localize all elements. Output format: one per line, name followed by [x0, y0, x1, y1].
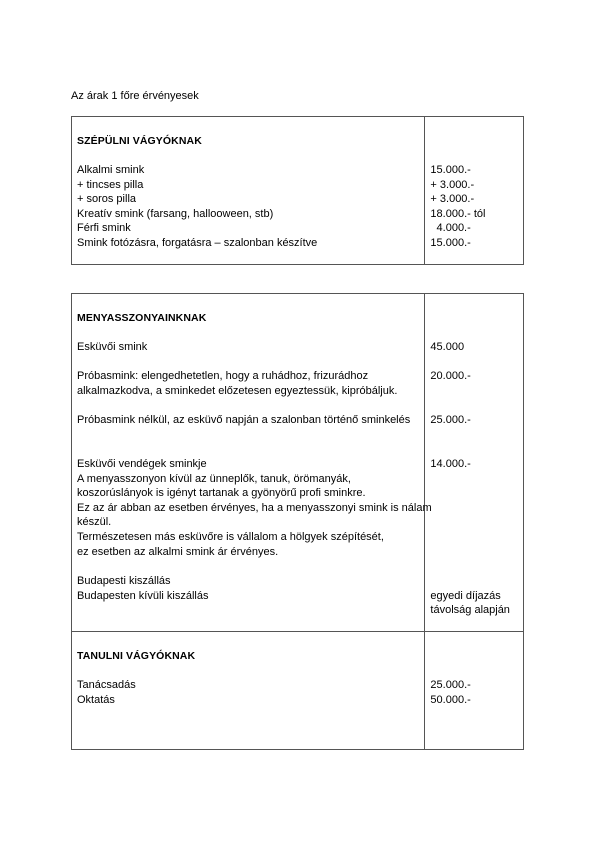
beauty-prices-cell	[425, 117, 524, 265]
section-title-courses: TANULNI VÁGYÓKNAK	[77, 650, 196, 662]
service-label: + tincses pilla	[77, 178, 144, 191]
course-label: Tanácsadás	[77, 679, 136, 691]
course-prices-cell	[425, 632, 524, 750]
course-label: Oktatás	[77, 693, 115, 706]
guest-makeup-price: 14.000.-	[430, 458, 471, 470]
guest-makeup-line: készül.	[77, 516, 112, 529]
service-label: Alkalmi smink	[77, 164, 145, 176]
bridal-and-courses-table	[71, 293, 524, 750]
guest-makeup-line: A menyasszonyon kívül az ünneplők, tanuk, örömanyák,	[77, 472, 351, 485]
service-price: + 3.000.-	[430, 193, 475, 206]
service-label: Férfi smink	[77, 222, 131, 235]
section-title-beauty: SZÉPÜLNI VÁGYÓKNAK	[77, 135, 202, 147]
service-label: Kreatív smink (farsang, hallooween, stb)	[77, 207, 274, 220]
trial-makeup-price: 20.000.-	[430, 370, 471, 382]
guest-makeup-line: Esküvői vendégek sminkje	[77, 458, 207, 470]
guest-makeup-line: Természetesen más esküvőre is vállalom a hölgyek szépítését,	[77, 531, 384, 543]
travel-price: egyedi díjazás	[430, 589, 501, 602]
beauty-services-cell	[72, 117, 425, 265]
service-price: 15.000.-	[430, 237, 471, 249]
beauty-price-table	[71, 116, 524, 265]
guest-makeup-line: ez esetben az alkalmi smink ár érvényes.	[77, 545, 279, 558]
travel-label: Budapesti kiszállás	[77, 575, 171, 587]
bridal-services-cell	[72, 294, 432, 632]
service-price: + 3.000.-	[430, 178, 475, 191]
course-services-cell	[72, 632, 425, 750]
travel-price: távolság alapján	[430, 604, 510, 617]
trial-makeup-line: alkalmazkodva, a sminkedet előzetesen egyeztessük, kipróbáljuk.	[77, 384, 398, 397]
no-trial-makeup-price: 25.000.-	[430, 414, 471, 426]
service-label: + soros pilla	[77, 193, 137, 206]
bridal-prices-cell	[425, 294, 524, 632]
trial-makeup-line: Próbasmink: elengedhetetlen, hogy a ruhádhoz, frizurádhoz	[77, 370, 369, 382]
no-trial-makeup-label: Próbasmink nélkül, az esküvő napján a szalonban történő sminkelés	[77, 414, 411, 426]
course-price: 25.000.-	[430, 679, 471, 691]
course-price: 50.000.-	[430, 693, 471, 706]
intro-text: Az árak 1 főre érvényesek	[71, 90, 199, 102]
section-title-bridal: MENYASSZONYAINKNAK	[77, 312, 207, 324]
service-price: 15.000.-	[430, 164, 471, 176]
wedding-makeup-price: 45.000	[430, 341, 465, 353]
guest-makeup-line: koszorúslányok is igényt tartanak a gyönyörű profi sminkre.	[77, 487, 366, 500]
travel-label: Budapesten kívüli kiszállás	[77, 589, 209, 602]
service-price: 4.000.-	[430, 222, 471, 235]
wedding-makeup-label: Esküvői smink	[77, 341, 148, 353]
service-label: Smink fotózásra, forgatásra – szalonban készítve	[77, 237, 318, 249]
guest-makeup-line: Ez az ár abban az esetben érvényes, ha a menyasszonyi smink is nálam	[77, 501, 432, 514]
service-price: 18.000.- tól	[430, 207, 486, 220]
